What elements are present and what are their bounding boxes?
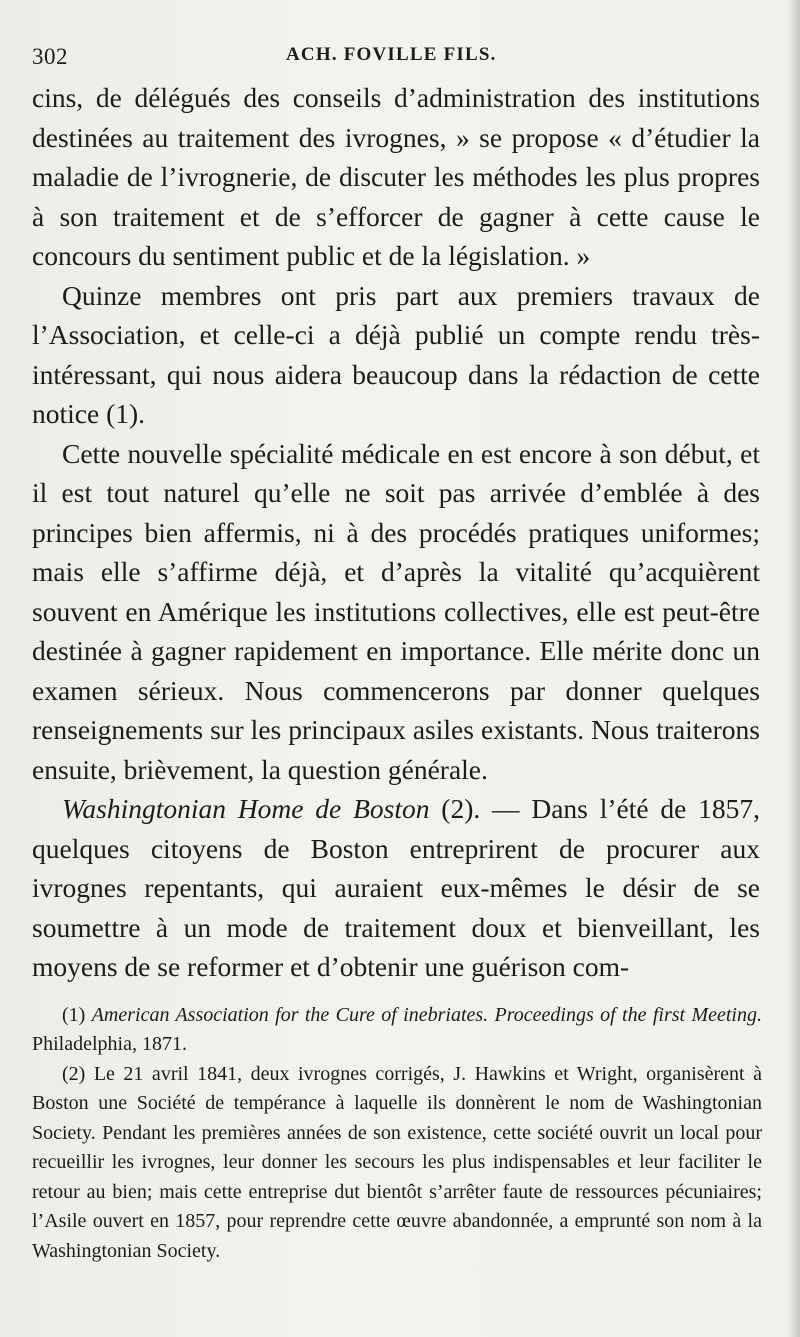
body-text — [32, 78, 760, 987]
footnote-1 — [32, 1001, 762, 1060]
page-number: 302 — [32, 44, 68, 69]
footnote-2: (2) Le 21 avril 1841, deux ivrognes corrigés, J. Hawkins et Wright, organisèrent à Boston une Société de tempérance à laquelle ils donnèrent le nom de Washingtonian Society. Pendant les premières années de son existence, cette société ouvrit un local pour recueillir les ivrognes, leur donner les secours les plus indispensables et leur faciliter le retour au bien; mais cette entreprise dut bientôt s’arrêter faute de ressources pécuniaires; l’Asile ouvert en 1857, pour reprendre cette œuvre abandonnée, a emprunté son nom à la Washingtonian Society. — [32, 1062, 762, 1262]
paragraph-4-text: (2). — Dans l’été de 1857, quelques citoyens de Boston entreprirent de procurer aux ivrognes repentants, qui auraient eux-mêmes le désir de se soumettre à un mode de traitement doux et bienveillant, les moyens de se reformer et d’obtenir une guérison com- — [32, 793, 761, 982]
paragraph-4 — [32, 789, 760, 987]
section-title: Washingtonian Home de Boston — [62, 793, 430, 824]
running-head: ACH. FOVILLE FILS. — [286, 44, 497, 65]
paragraph-1: cins, de délégués des conseils d’administration des institutions destinées au traitement des ivrognes, » se propose « d’étudier la maladie de l’ivrognerie, de discuter les méthodes les plus propres à son traitement et de s’efforcer de gagner à cette cause le concours du sentiment public et de la législation. » — [32, 82, 760, 271]
paragraph-2: Quinze membres ont pris part aux premiers travaux de l’Association, et celle-ci a déjà publié un compte rendu très-intéressant, qui nous aidera beaucoup dans la rédaction de cette notice (1). — [32, 279, 760, 429]
footnotes — [32, 1001, 762, 1267]
footnote-1-mark: (1) — [62, 1003, 92, 1026]
page-header — [32, 30, 756, 74]
footnote-1-rest: Philadelphia, 1871. — [32, 1033, 187, 1055]
footnote-1-title: American Association for the Cure of inebriates. Proceedings of the first Meeting. — [91, 1003, 762, 1026]
paragraph-3: Cette nouvelle spécialité médicale en est encore à son début, et il est tout naturel qu’elle ne soit pas arrivée d’emblée à des principes bien affermis, ni à des procédés pratiques uniformes; mais elle s’affirme déjà, et d’après la vitalité qu’acquièrent souvent en Amérique les institutions collectives, elle est peut-être destinée à gagner rapidement en importance. Elle mérite donc un examen sérieux. Nous commencerons par donner quelques renseignements sur les principaux asiles existants. Nous traiterons ensuite, brièvement, la question générale. — [32, 437, 760, 785]
page-edge-shadow — [788, 0, 800, 1337]
